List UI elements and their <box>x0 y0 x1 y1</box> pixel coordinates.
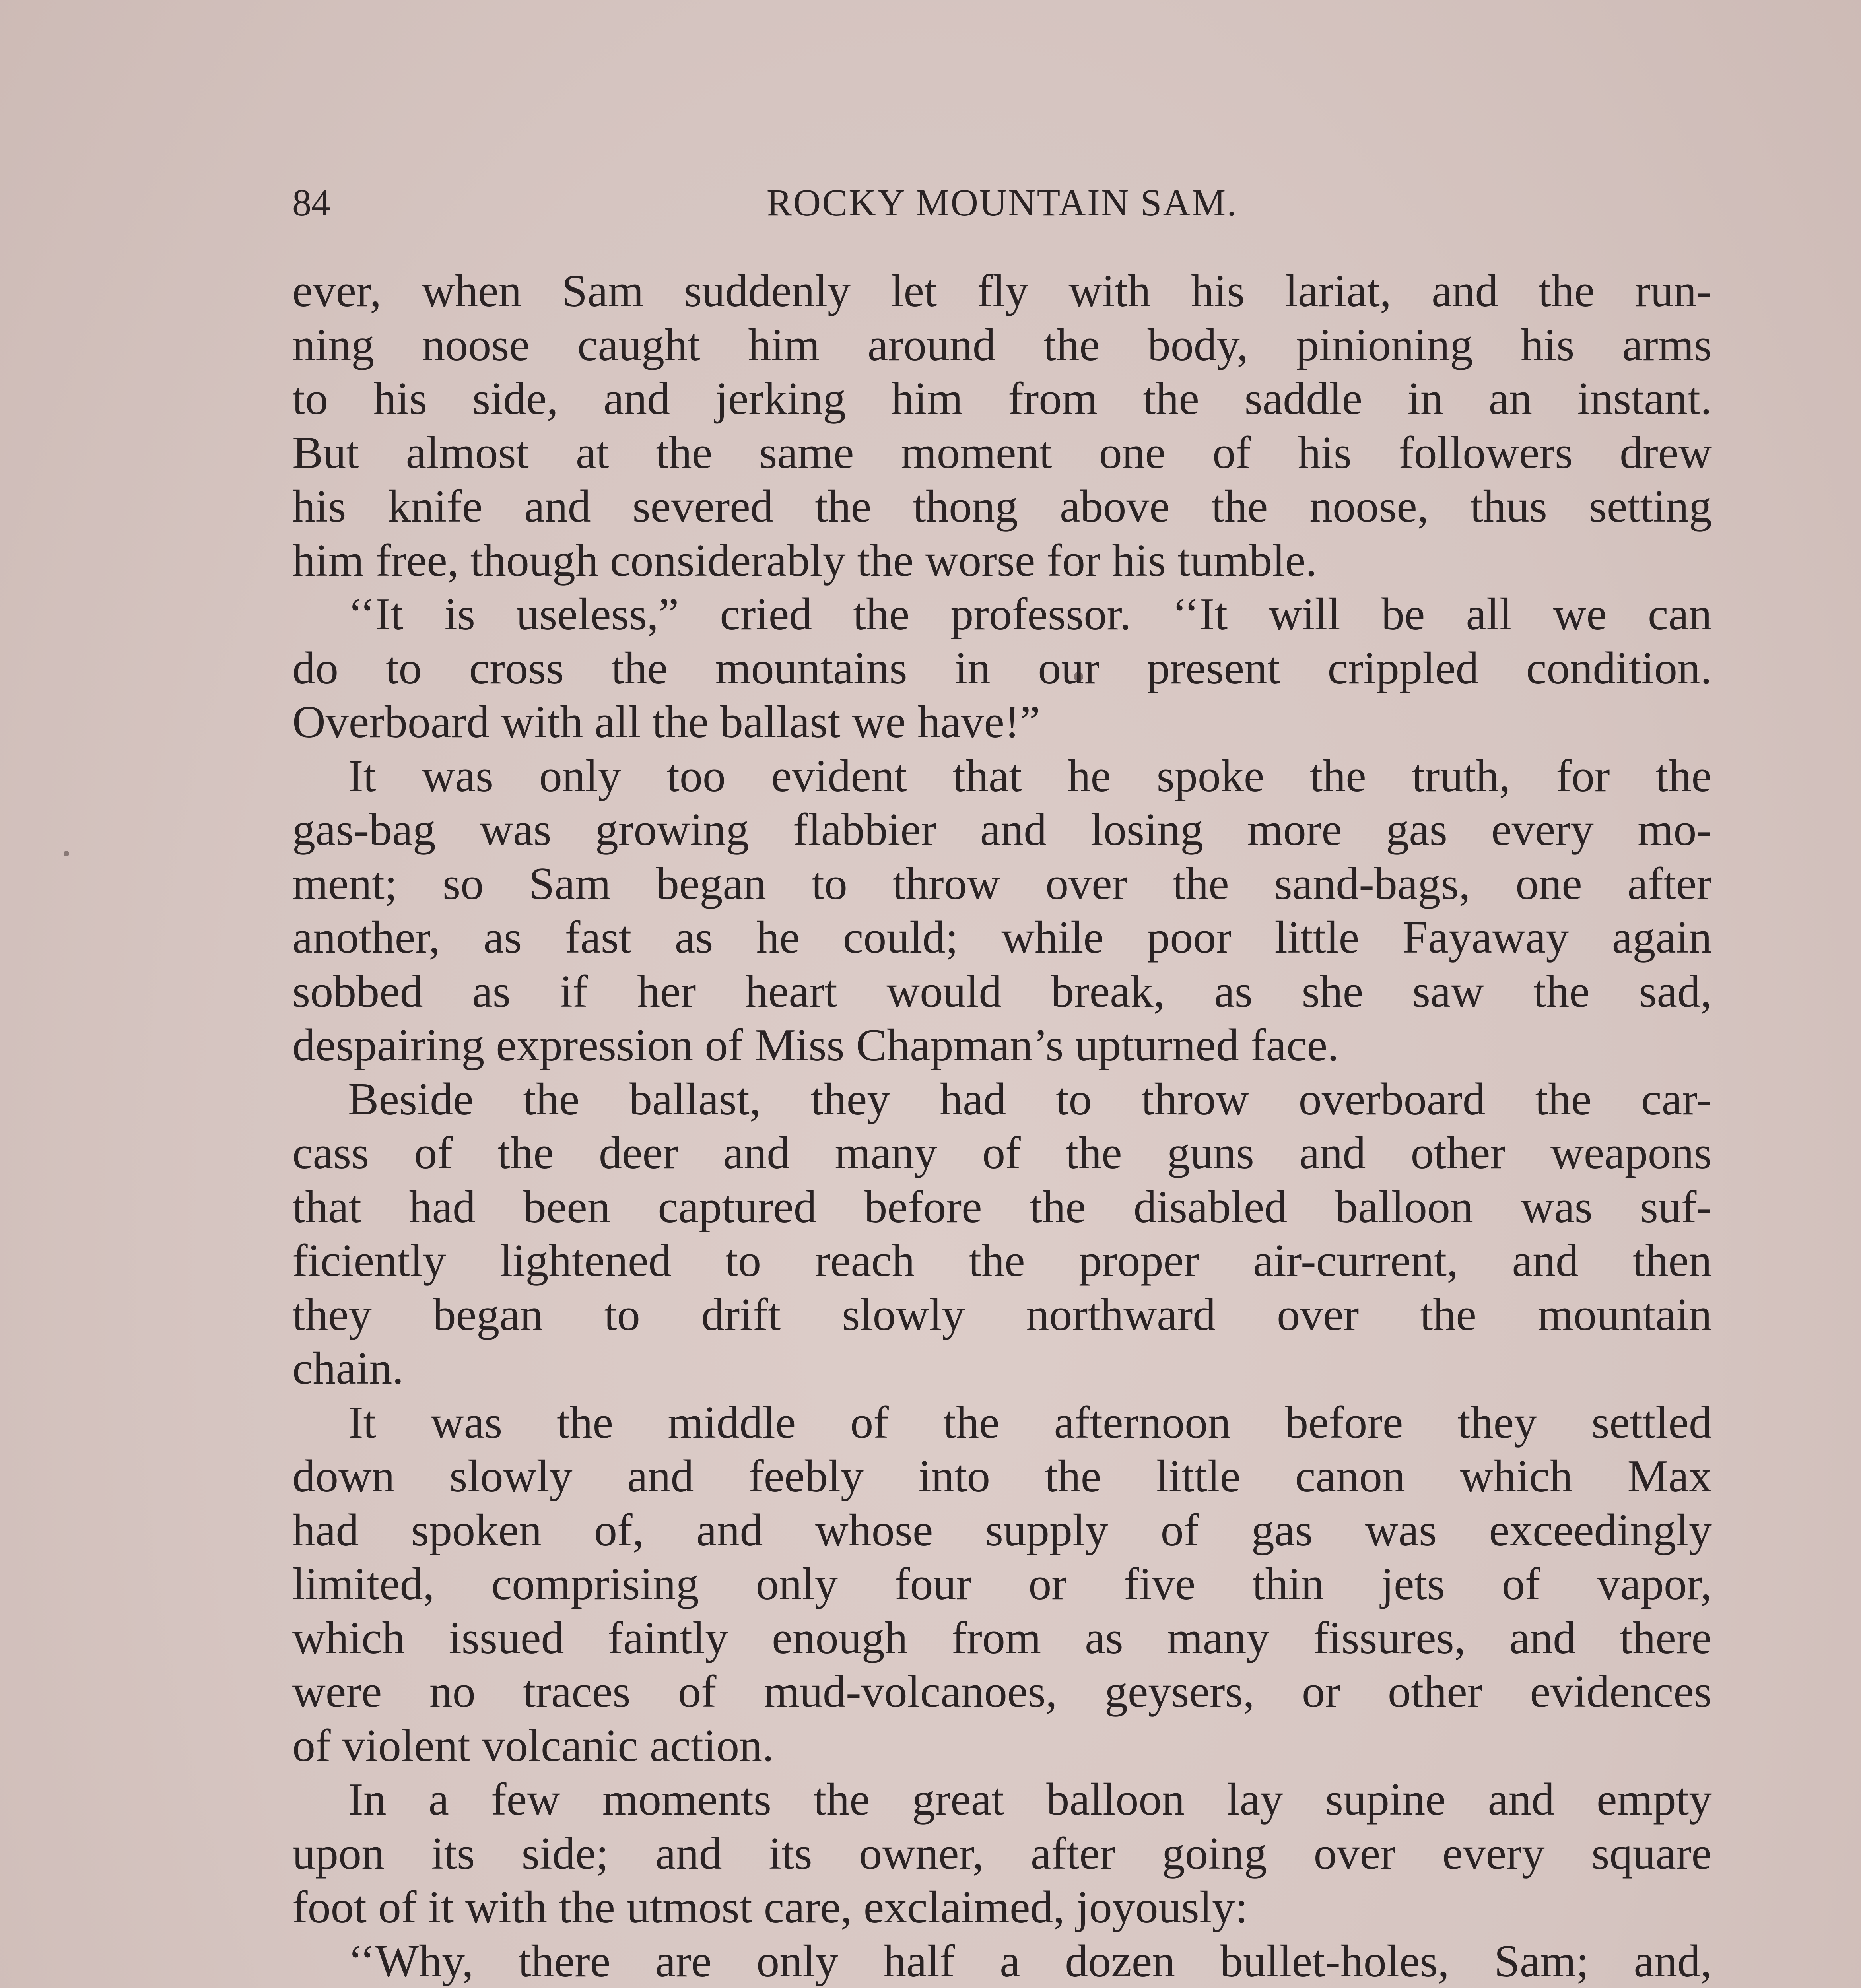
text-line: of violent volcanic action. <box>292 1720 774 1771</box>
text-line: ment; so Sam began to throw over the sand-bags, one after <box>292 858 1712 909</box>
paper-speck <box>64 851 69 856</box>
text-line: But almost at the same moment one of his followers drew <box>292 427 1712 478</box>
text-line: ‘‘Why, there are only half a dozen bullet-holes, Sam; and, <box>348 1936 1712 1987</box>
text-line: ‘‘It is useless,” cried the professor. ‘‘It will be all we can <box>348 589 1712 640</box>
page-number: 84 <box>292 181 330 224</box>
text-line: which issued faintly enough from as many fissures, and there <box>292 1612 1712 1664</box>
text-line: gas-bag was growing flabbier and losing more gas every mo- <box>292 804 1712 855</box>
text-line: they began to drift slowly northward over the mountain <box>292 1289 1712 1340</box>
text-line: Overboard with all the ballast we have!” <box>292 697 1041 747</box>
text-line: In a few moments the great balloon lay supine and empty <box>348 1774 1712 1825</box>
text-line: him free, though considerably the worse for his tumble. <box>292 535 1317 586</box>
text-line: cass of the deer and many of the guns and other weapons <box>292 1128 1712 1178</box>
text-line: limited, comprising only four or five thin jets of vapor, <box>292 1559 1712 1609</box>
text-line: chain. <box>292 1343 404 1394</box>
text-line: had spoken of, and whose supply of gas was exceedingly <box>292 1505 1712 1556</box>
text-line: It was the middle of the afternoon before they settled <box>348 1397 1712 1448</box>
text-line: that had been captured before the disabled balloon was suf- <box>292 1181 1712 1233</box>
text-line: his knife and severed the thong above the noose, thus setting <box>292 481 1712 532</box>
running-head: ROCKY MOUNTAIN SAM. <box>766 181 1238 224</box>
text-line: down slowly and feebly into the little canon which Max <box>292 1451 1712 1502</box>
text-line: despairing expression of Miss Chapman’s upturned face. <box>292 1020 1339 1071</box>
text-line: ning noose caught him around the body, pinioning his arms <box>292 319 1712 371</box>
text-line: foot of it with the utmost care, exclaimed, joyously: <box>292 1882 1248 1933</box>
text-line: ficiently lightened to reach the proper air-current, and then <box>292 1235 1712 1286</box>
text-line: to his side, and jerking him from the saddle in an instant. <box>292 373 1712 424</box>
page-header <box>292 177 1712 229</box>
text-line: upon its side; and its owner, after going over every square <box>292 1828 1712 1879</box>
text-line: It was only too evident that he spoke the truth, for the <box>348 750 1712 802</box>
text-line: were no traces of mud-volcanoes, geysers, or other evidences <box>292 1666 1712 1717</box>
text-line: another, as fast as he could; while poor little Fayaway again <box>292 912 1712 963</box>
text-line: Beside the ballast, they had to throw overboard the car- <box>348 1074 1712 1125</box>
text-line: do to cross the mountains in our present crippled condition. <box>292 643 1712 694</box>
text-line: sobbed as if her heart would break, as she saw the sad, <box>292 966 1712 1017</box>
body-text <box>292 264 1712 1988</box>
text-line: ever, when Sam suddenly let fly with his lariat, and the run- <box>292 266 1712 316</box>
